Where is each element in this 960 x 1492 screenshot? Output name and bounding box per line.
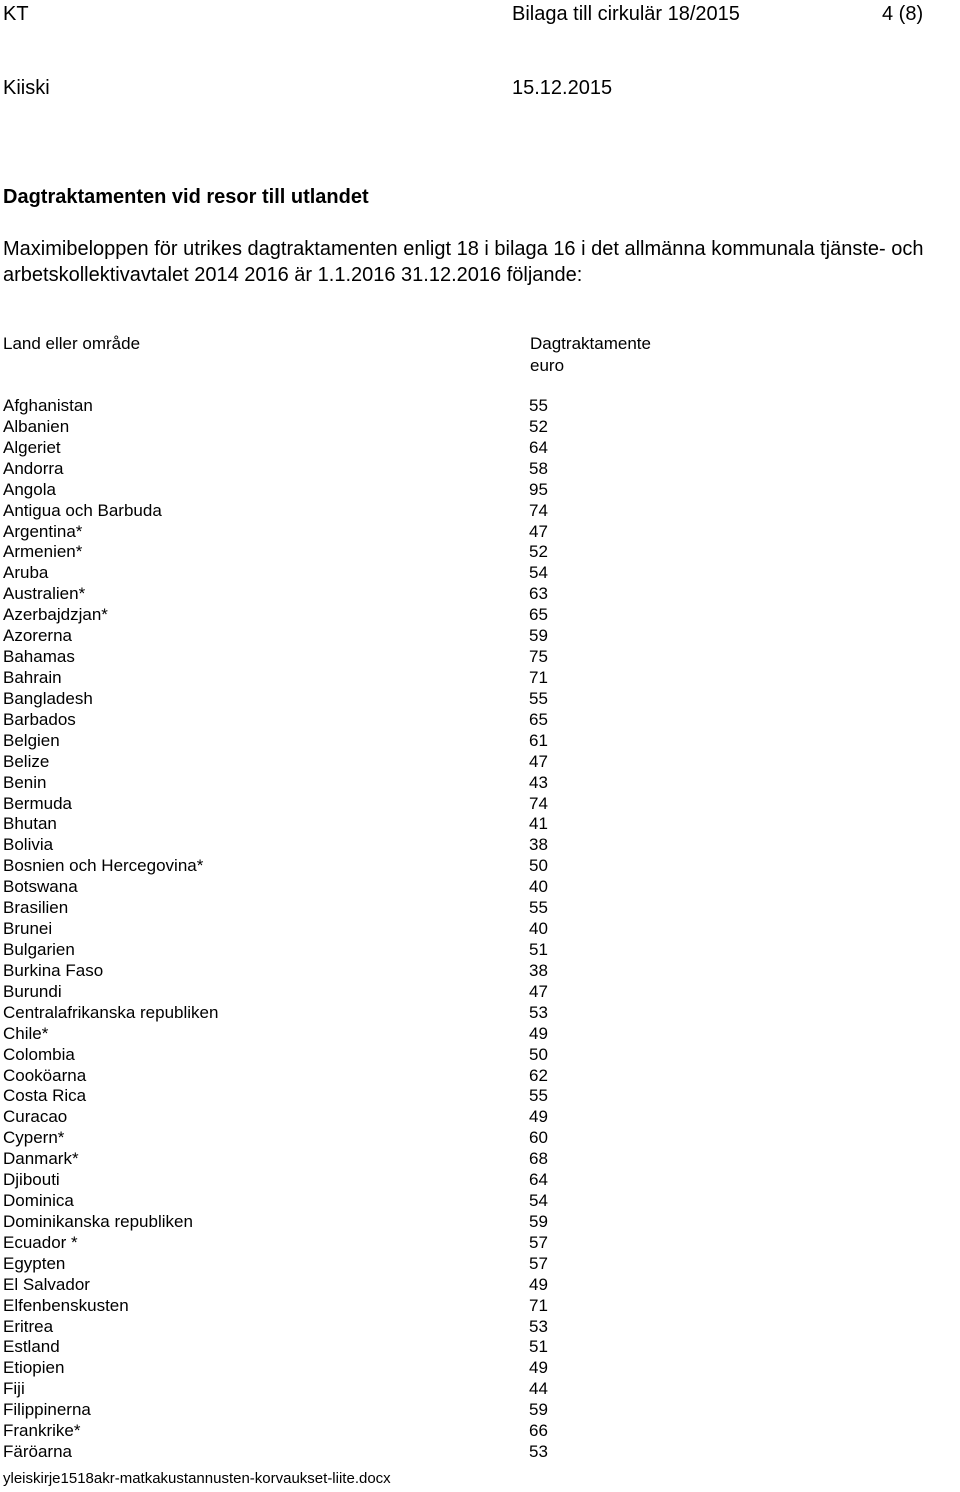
allowance-amount: 71 [529, 1295, 548, 1315]
header-attachment: Bilaga till cirkulär 18/2015 [512, 3, 740, 25]
country-name: Bangladesh [3, 688, 93, 708]
country-name: Bhutan [3, 814, 57, 834]
country-name: Fiji [3, 1379, 25, 1399]
allowance-amount: 41 [529, 814, 548, 834]
country-name: Estland [3, 1337, 60, 1357]
country-name: Benin [3, 772, 47, 792]
country-name: Australien* [3, 584, 86, 604]
table-row [3, 501, 603, 522]
table-row [3, 626, 603, 647]
footer-filename: yleiskirje1518akr-matkakustannusten-korvaukset-liite.docx [3, 1470, 391, 1487]
table-row [3, 1275, 603, 1296]
allowance-amount: 40 [529, 877, 548, 897]
country-name: Ecuador * [3, 1232, 78, 1252]
allowance-amount: 58 [529, 458, 548, 478]
table-row [3, 1296, 603, 1317]
allowance-amount: 38 [529, 835, 548, 855]
allowance-amount: 59 [529, 626, 548, 646]
allowance-amount: 53 [529, 1002, 548, 1022]
table-row [3, 1254, 603, 1275]
table-row [3, 584, 603, 605]
country-name: Bahamas [3, 647, 75, 667]
allowance-amount: 43 [529, 772, 548, 792]
allowance-amount: 63 [529, 584, 548, 604]
allowance-amount: 59 [529, 1400, 548, 1420]
table-row [3, 689, 603, 710]
allowance-amount: 59 [529, 1211, 548, 1231]
table-row [3, 1233, 603, 1254]
country-name: Cypern* [3, 1128, 65, 1148]
allowance-amount: 55 [529, 688, 548, 708]
table-row [3, 1066, 603, 1087]
country-name: Bolivia [3, 835, 54, 855]
allowance-amount: 52 [529, 542, 548, 562]
country-name: Azorerna [3, 626, 72, 646]
country-name: Cooköarna [3, 1065, 87, 1085]
allowance-amount: 40 [529, 919, 548, 939]
table-row [3, 542, 603, 563]
allowance-amount: 47 [529, 981, 548, 1001]
country-name: Belgien [3, 730, 60, 750]
table-row [3, 731, 603, 752]
table-row [3, 919, 603, 940]
table-row [3, 605, 603, 626]
country-name: Dominikanska republiken [3, 1211, 193, 1231]
allowance-amount: 52 [529, 416, 548, 436]
country-name: Aruba [3, 563, 49, 583]
table-row [3, 522, 603, 543]
table-row [3, 1442, 603, 1463]
country-name: Armenien* [3, 542, 83, 562]
table-row [3, 752, 603, 773]
allowance-amount: 51 [529, 939, 548, 959]
table-row [3, 396, 603, 417]
table-row [3, 940, 603, 961]
country-name: Eritrea [3, 1316, 54, 1336]
allowance-amount: 54 [529, 563, 548, 583]
country-name: Etiopien [3, 1358, 65, 1378]
country-name: Bosnien och Hercegovina* [3, 856, 204, 876]
country-name: Djibouti [3, 1170, 60, 1190]
table-row [3, 898, 603, 919]
country-name: Algeriet [3, 437, 61, 457]
table-row [3, 1128, 603, 1149]
allowance-amount: 61 [529, 730, 548, 750]
country-name: Filippinerna [3, 1400, 91, 1420]
allowance-amount: 75 [529, 647, 548, 667]
country-name: Barbados [3, 709, 76, 729]
allowance-amount: 51 [529, 1337, 548, 1357]
allowance-amount: 65 [529, 709, 548, 729]
country-name: Argentina* [3, 521, 83, 541]
country-name: Dominica [3, 1191, 74, 1211]
allowance-amount: 65 [529, 605, 548, 625]
country-name: Färöarna [3, 1442, 72, 1462]
allowance-amount: 71 [529, 667, 548, 687]
table-row [3, 647, 603, 668]
allowance-amount: 47 [529, 521, 548, 541]
table-row [3, 982, 603, 1003]
country-name: Albanien [3, 416, 70, 436]
country-name: Azerbajdzjan* [3, 605, 108, 625]
table-row [3, 668, 603, 689]
allowance-amount: 55 [529, 396, 548, 415]
allowance-amount: 53 [529, 1442, 548, 1462]
table-row [3, 438, 603, 459]
country-name: Bahrain [3, 667, 62, 687]
allowance-amount: 49 [529, 1023, 548, 1043]
country-name: Burundi [3, 981, 62, 1001]
country-name: Chile* [3, 1023, 49, 1043]
country-name: Centralafrikanska republiken [3, 1002, 219, 1022]
table-row [3, 1358, 603, 1379]
country-name: Colombia [3, 1044, 75, 1064]
table-row [3, 794, 603, 815]
allowance-amount: 44 [529, 1379, 548, 1399]
country-name: Antigua och Barbuda [3, 500, 162, 520]
allowance-amount: 50 [529, 1044, 548, 1064]
table-row [3, 1212, 603, 1233]
table-row [3, 856, 603, 877]
country-name: Elfenbenskusten [3, 1295, 129, 1315]
table-row [3, 563, 603, 584]
country-name: Danmark* [3, 1149, 79, 1169]
column-header-amount-unit: euro [530, 356, 565, 375]
table-row [3, 480, 603, 501]
country-name: Brasilien [3, 898, 69, 918]
allowance-amount: 38 [529, 960, 548, 980]
allowance-amount: 50 [529, 856, 548, 876]
table-row [3, 1421, 603, 1442]
table-row [3, 814, 603, 835]
country-name: Angola [3, 479, 56, 499]
column-header-country: Land eller område [3, 334, 141, 353]
header-org: KT [3, 3, 29, 25]
allowance-amount: 74 [529, 500, 548, 520]
allowance-amount: 64 [529, 437, 548, 457]
country-name: Egypten [3, 1253, 66, 1273]
allowance-amount: 60 [529, 1128, 548, 1148]
header-date: 15.12.2015 [512, 77, 613, 99]
allowance-amount: 62 [529, 1065, 548, 1085]
country-name: Andorra [3, 458, 64, 478]
country-name: Afghanistan [3, 396, 93, 415]
column-header-amount: Dagtraktamente [530, 334, 651, 353]
country-name: Frankrike* [3, 1421, 81, 1441]
country-name: El Salvador [3, 1274, 90, 1294]
table-row [3, 1003, 603, 1024]
allowance-amount: 49 [529, 1358, 548, 1378]
table-row [3, 1170, 603, 1191]
table-row [3, 459, 603, 480]
allowance-amount: 74 [529, 793, 548, 813]
country-name: Bulgarien [3, 939, 75, 959]
table-row [3, 1107, 603, 1128]
table-row [3, 1400, 603, 1421]
table-row [3, 1149, 603, 1170]
allowance-amount: 95 [529, 479, 548, 499]
allowance-amount: 66 [529, 1421, 548, 1441]
table-row [3, 961, 603, 982]
table-row [3, 835, 603, 856]
table-row [3, 1024, 603, 1045]
table-row [3, 1337, 603, 1358]
table-row [3, 1379, 603, 1400]
table-row [3, 1045, 603, 1066]
header-author: Kiiski [3, 77, 50, 99]
allowance-amount: 55 [529, 1086, 548, 1106]
country-name: Botswana [3, 877, 78, 897]
allowance-amount: 54 [529, 1191, 548, 1211]
table-row [3, 1191, 603, 1212]
table-row [3, 773, 603, 794]
allowance-amount: 57 [529, 1253, 548, 1273]
country-name: Curacao [3, 1107, 68, 1127]
table-row [3, 877, 603, 898]
allowance-amount: 57 [529, 1232, 548, 1252]
country-name: Belize [3, 751, 50, 771]
allowance-amount: 55 [529, 898, 548, 918]
allowance-amount: 49 [529, 1107, 548, 1127]
country-name: Burkina Faso [3, 960, 104, 980]
table-row [3, 1086, 603, 1107]
document-title: Dagtraktamenten vid resor till utlandet [3, 186, 369, 208]
country-name: Costa Rica [3, 1086, 87, 1106]
table-row [3, 1317, 603, 1338]
allowance-amount: 68 [529, 1149, 548, 1169]
header-page-number: 4 (8) [882, 3, 924, 25]
allowance-amount: 64 [529, 1170, 548, 1190]
table-row [3, 417, 603, 438]
intro-paragraph: Maximibeloppen för utrikes dagtraktamenten enligt 18 i bilaga 16 i det allmänna kommunala tjänste- och arbetskollektivavtalet 2014 2016 är 1.1.2016 31.12.2016 följande: [3, 238, 924, 286]
allowance-amount: 53 [529, 1316, 548, 1336]
allowance-amount: 49 [529, 1274, 548, 1294]
table-row [3, 710, 603, 731]
allowance-table [3, 396, 603, 1463]
allowance-amount: 47 [529, 751, 548, 771]
country-name: Bermuda [3, 793, 72, 813]
country-name: Brunei [3, 919, 53, 939]
